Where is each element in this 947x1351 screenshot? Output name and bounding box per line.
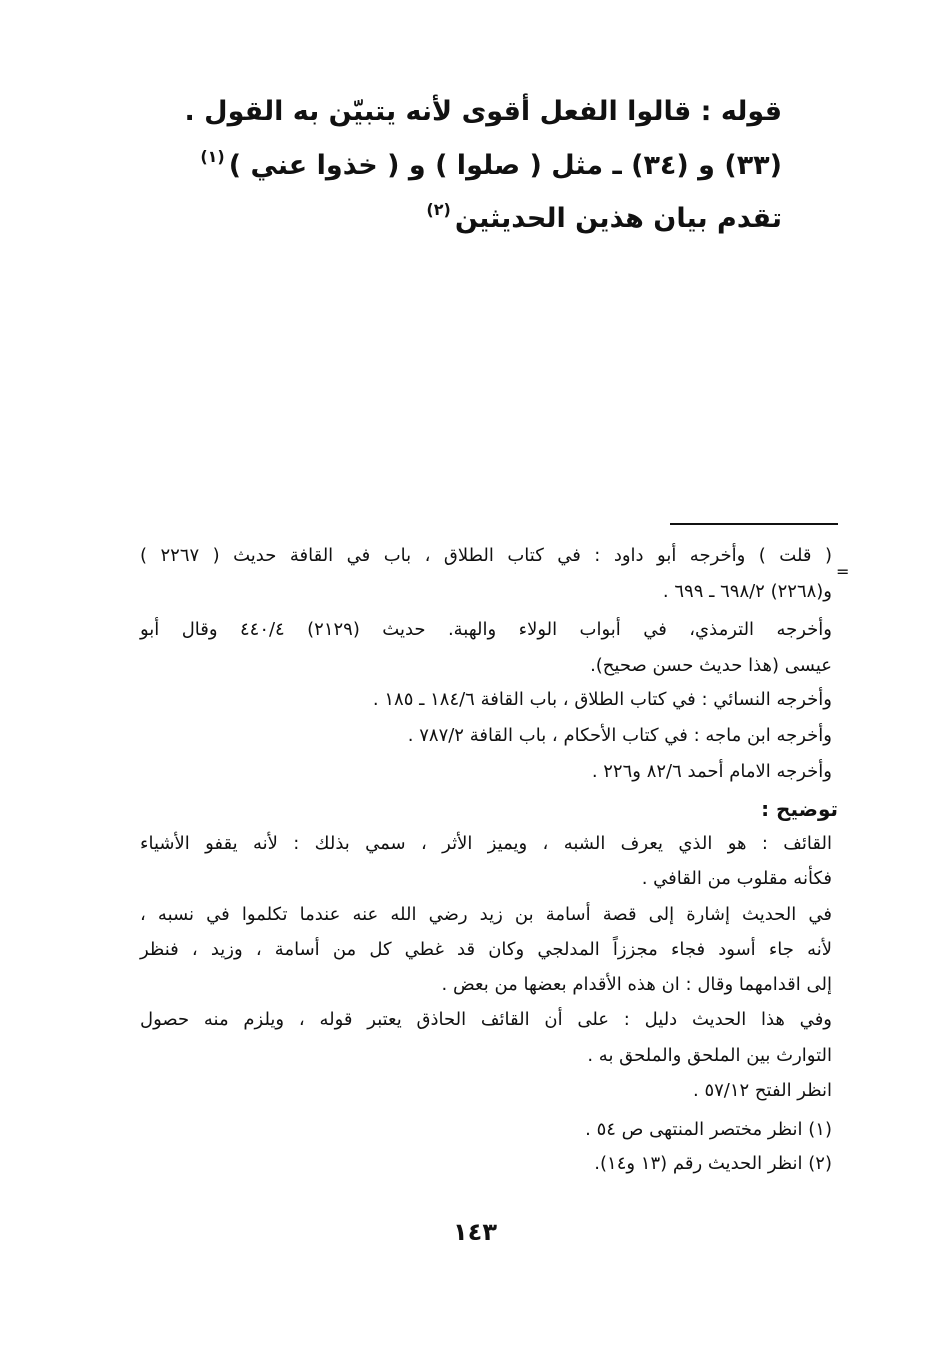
explanation-line-6: وفي هذا الحديث دليل : على أن القائف الحاذق يعتبر قوله ، ويلزم منه حصول xyxy=(140,1009,832,1030)
footnote-line-3: وأخرجه الترمذي، في أبواب الولاء والهبة. حديث (٢١٢٩) ٤٤٠/٤ وقال أبو xyxy=(140,619,832,640)
explanation-line-2: فكأنه مقلوب من القافي . xyxy=(641,868,832,889)
main-text-line-1: قوله : قالوا الفعل أقوى لأنه يتبيّن به القول . xyxy=(184,96,782,127)
note-2: (٢) انظر الحديث رقم (١٣ و١٤). xyxy=(594,1153,832,1174)
explanation-line-8: انظر الفتح ٥٧/١٢ . xyxy=(693,1080,832,1101)
main-text-line-2 xyxy=(200,147,782,181)
footnote-line-6: وأخرجه ابن ماجه : في كتاب الأحكام ، باب القافة ٧٨٧/٢ . xyxy=(407,725,832,746)
explanation-heading: توضيح : xyxy=(761,797,838,821)
explanation-line-3: في الحديث إشارة إلى قصة أسامة بن زيد رضي الله عنه عندما تكلموا في نسبه ، xyxy=(140,904,832,925)
footnote-line-2: و(٢٢٦٨) ٦٩٨/٢ ـ ٦٩٩ . xyxy=(662,581,832,602)
footnote-ref-2: (٢) xyxy=(426,200,451,219)
page-number: ١٤٣ xyxy=(453,1218,497,1246)
footnote-line-4: عيسى (هذا حديث حسن صحيح). xyxy=(590,655,832,676)
footnote-divider xyxy=(670,523,838,525)
footnote-line-5: وأخرجه النسائي : في كتاب الطلاق ، باب القافة ١٨٤/٦ ـ ١٨٥ . xyxy=(372,689,832,710)
footnote-ref-1: (١) xyxy=(200,147,225,166)
explanation-line-7: التوارث بين الملحق والملحق به . xyxy=(587,1045,832,1066)
footnote-line-1: ( قلت ) وأخرجه أبو داود : في كتاب الطلاق ، باب في القافة حديث ( ٢٢٦٧ ) xyxy=(140,545,833,566)
hadith-numbers-text: (٣٣) و (٣٤) ـ مثل ( صلوا ) و ( خذوا عني ) xyxy=(228,150,782,181)
explanation-line-1: القائف : هو الذي يعرف الشبه ، ويميز الأثر ، سمي بذلك : لأنه يقفو الأشياء xyxy=(140,833,832,854)
previous-statement-text: تقدم بيان هذين الحديثين xyxy=(454,203,782,234)
explanation-line-4: لأنه جاء أسود فجاء مجززاً المدلجي وكان قد غطي كل من أسامة ، وزيد ، فنظر xyxy=(140,939,832,960)
footnote-line-7: وأخرجه الامام أحمد ٨٢/٦ و٢٢٦ . xyxy=(591,761,832,782)
explanation-line-5: إلى اقدامهما وقال : ان هذه الأقدام بعضها من بعض . xyxy=(441,974,832,995)
note-1: (١) انظر مختصر المنتهى ص ٥٤ . xyxy=(585,1119,832,1140)
continuation-mark: = xyxy=(836,562,850,581)
main-text-line-3 xyxy=(426,200,782,234)
